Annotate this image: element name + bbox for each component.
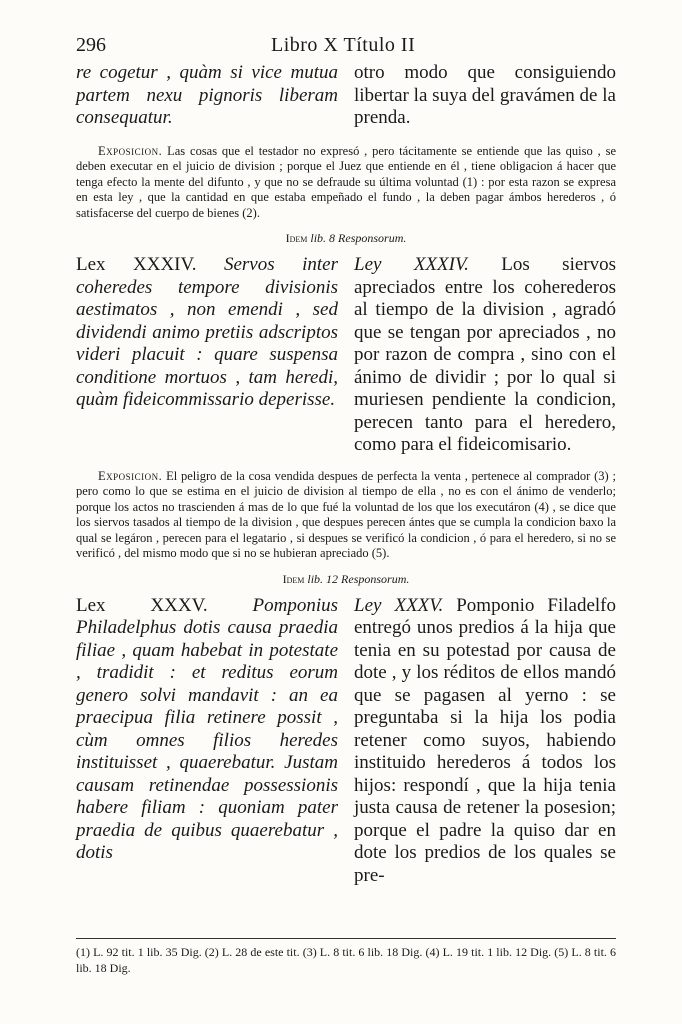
- lex-35-text: Pomponius Philadelphus dotis causa praedia filiae , quam habebat in potestate , tradidit : et reditus eorum genero solvi mandavit : an ea praecipua filia retinere possit , cùm omnes filios heredes instituisset , quaerebatur. Justam causam retinendae possessionis habere filiam : quoniam pater praedia de quibus quaerebatur , dotis: [76, 594, 338, 863]
- law-35-section: [76, 595, 616, 888]
- exposition-label: Exposicion.: [98, 468, 163, 483]
- lex-34-text: Servos inter coheredes tempore divisionis aestimatos , non emendi , sed dividendi animo pretiis adscriptos videri placuit : quare suspensa conditione mortuos , tam heredi, quàm fideicommissario deperisse.: [76, 254, 338, 410]
- source-author: Idem: [285, 231, 308, 245]
- running-title: Libro X Título II: [271, 34, 416, 56]
- source-heading-1: [76, 231, 616, 246]
- lex-34-heading: Lex XXXIV.: [76, 254, 197, 275]
- exposition-text: Las cosas que el testador no expresó , pero tácitamente se entiende que las quiso , se deben executar en el juicio de division ; porque el Juez que entiende en él , tiene obligacion á hacer que tenga efecto la mente del difunto , y que no se defraude su última voluntad (1) : por esta razon se expresa en esta ley , que la cantidad en que estaba empeñado el fundo , la deben pagar ámbos herederos , ó satisfacerse del cuerpo de bienes (2).: [76, 143, 616, 220]
- exposition-1: [76, 144, 616, 222]
- page-header: [76, 34, 616, 62]
- ley-35-spanish: [354, 595, 616, 888]
- lex-35-latin: [76, 595, 338, 888]
- ley-35-heading: Ley XXXV.: [354, 594, 444, 616]
- exposition-text: El peligro de la cosa vendida despues de perfecta la venta , pertenece al comprador (3) ; pero como lo que se estima en el juicio de division al tiempo de ella , no es con el ánimo de venderlo; porque los actos no trascienden á mas de lo que fué la voluntad de los que los executáron (4) , se dice que los siervos tasados al tiempo de la division , que despues perecen ántes que se cumpla la condicion baxo la qual se legáron , perecen para el legatario , si despues se verificó la condicion , ó para el heredero, si no se verificó , del mismo modo que si no se hubieran apreciado (5).: [76, 468, 616, 560]
- page-number: 296: [76, 34, 106, 56]
- ley-34-heading: Ley XXXIV.: [354, 254, 469, 275]
- spanish-continuation: otro modo que consiguiendo libertar la suya del gravámen de la prenda.: [354, 62, 616, 128]
- page: [76, 34, 616, 887]
- continuation-section: [76, 62, 616, 130]
- source-heading-2: [76, 572, 616, 587]
- footnote-rule: [76, 938, 616, 939]
- lex-34-latin: [76, 254, 338, 457]
- footnote-text: (1) L. 92 tit. 1 lib. 35 Dig. (2) L. 28 de este tit. (3) L. 8 tit. 6 lib. 18 Dig. (4) L. 19 tit. 1 lib. 12 Dig. (5) L. 8 tit. 6 lib. 18 Dig.: [76, 945, 616, 975]
- source-reference: lib. 8 Responsorum.: [310, 231, 407, 245]
- source-author: Idem: [282, 571, 305, 586]
- source-reference: lib. 12 Responsorum.: [307, 571, 410, 586]
- law-34-section: [76, 254, 616, 457]
- exposition-2: [76, 469, 616, 562]
- lex-35-heading: Lex XXXV.: [76, 594, 208, 616]
- ley-34-text: Los siervos apreciados entre los coherederos al tiempo de la division , agradó que se tengan por apreciados , no por razon de compra , sino con el ánimo de dividir ; por lo qual si muriesen pendiente la condicion, perecen tanto para el heredero, como para el fideicomisario.: [354, 254, 616, 455]
- footnotes: [76, 938, 616, 976]
- ley-34-spanish: [354, 254, 616, 457]
- latin-continuation: re cogetur , quàm si vice mutua partem nexu pignoris liberam consequatur.: [76, 62, 338, 128]
- ley-35-text: Pomponio Filadelfo entregó unos predios á la hija que tenia en su potestad por causa de dote , y los réditos de ellos mandó que se pagasen al yerno : se preguntaba si la hija los podia retener como suyos, habiendo instituido herederos á todos los hijos: respondí , que la hija tenia justa causa de retener la posesion; porque el padre la quiso dar en dote los predios de los quales se pre-: [354, 594, 616, 886]
- exposition-label: Exposicion.: [98, 143, 163, 158]
